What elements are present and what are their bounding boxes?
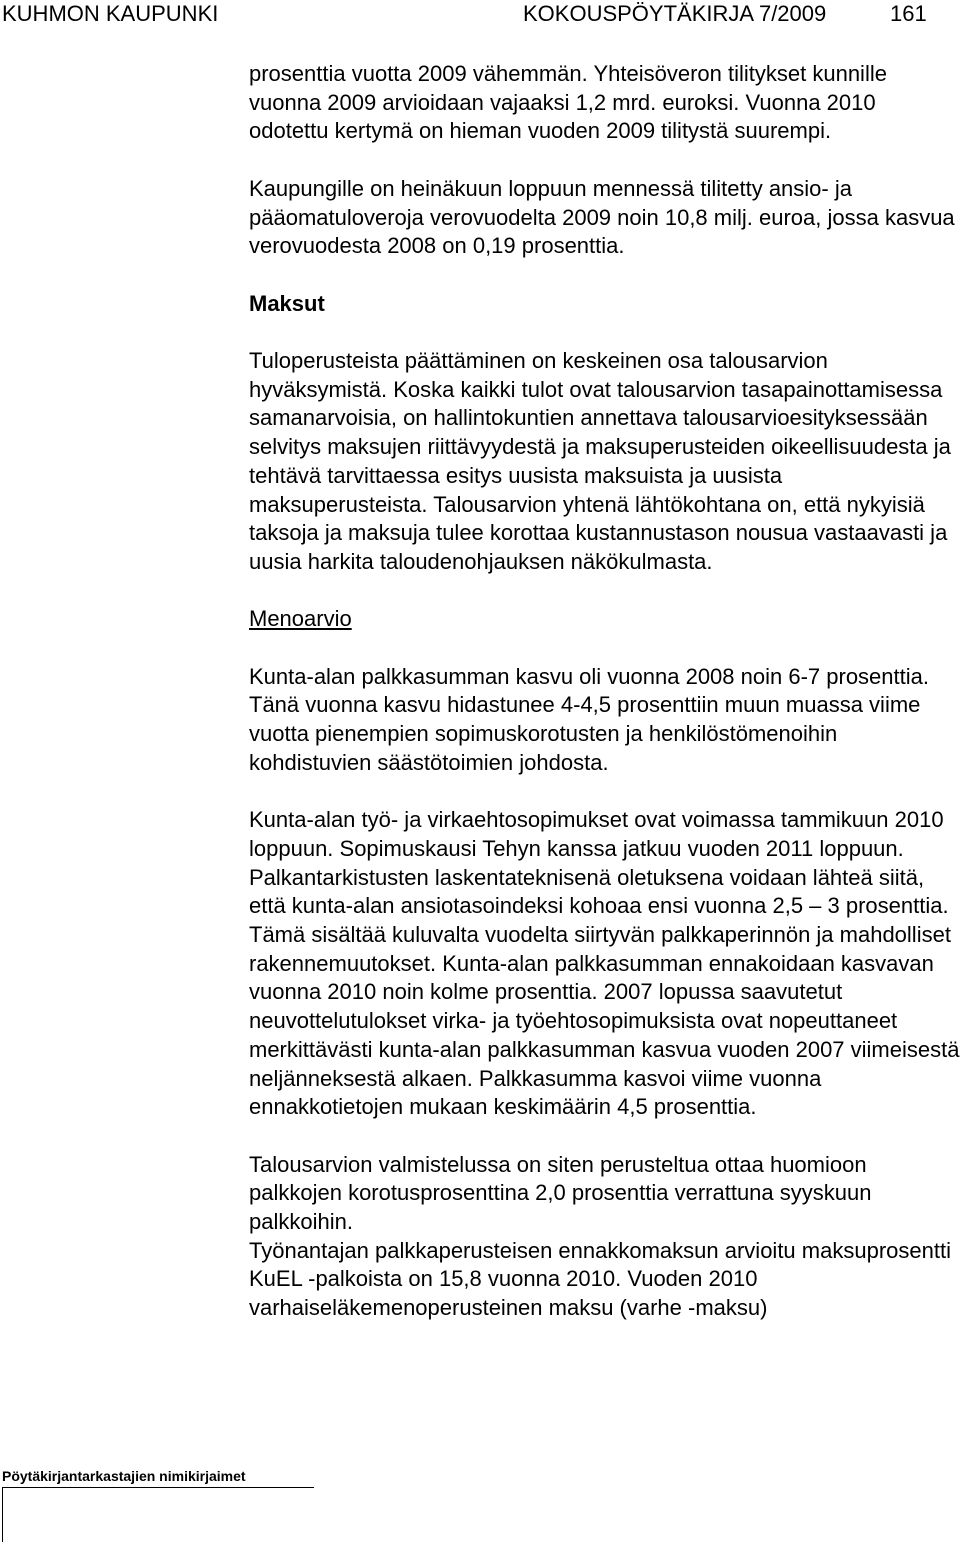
page-number: 161 [890, 1, 927, 26]
footer-signature-line [2, 1487, 314, 1488]
document-title: KOKOUSPÖYTÄKIRJA 7/2009 [523, 1, 827, 26]
footer-signature-box-edge [2, 1487, 3, 1542]
paragraph-fees: Tuloperusteista päättäminen on keskeinen osa talousarvion hyväksymistä. Koska kaikki tulot ovat talousarvion tasapainottamisessa samanarvoisia, on hallintokuntien annettava talousarvioesityksessään selvitys maksujen riittävyydestä ja maksuperusteiden oikeellisuudesta ja tehtävä tarvittaessa esitys uusista maksuista ja uusista maksuperusteista. Talousarvion yhtenä lähtökohtana on, että nykyisiä taksoja ja maksuja tulee korottaa kustannustason nousua vastaavasti ja uusia harkita taloudenohjauksen näkökulmasta. [249, 347, 951, 574]
paragraph-payroll-growth: Kunta-alan palkkasumman kasvu oli vuonna 2008 noin 6-7 prosenttia. Tänä vuonna kasvu hidastunee 4-4,5 prosenttiin muun muassa viime vuotta pienempien sopimuskorotusten ja henkilöstömenoihin kohdistuvien säästötoimien johdosta. [249, 663, 929, 775]
paragraph-city-tax: Kaupungille on heinäkuun loppuun mennessä tilitetty ansio- ja pääomatuloveroja verovuodelta 2009 noin 10,8 milj. euroa, jossa kasvua verovuodesta 2008 on 0,19 prosenttia. [249, 175, 955, 259]
page-header [0, 0, 960, 30]
paragraph-tax-remittance: prosenttia vuotta 2009 vähemmän. Yhteisöveron tilitykset kunnille vuonna 2009 arvioidaan vajaaksi 1,2 mrd. euroksi. Vuonna 2010 odotettu kertymä on hieman vuoden 2009 tilitystä suurempi. [249, 61, 887, 144]
paragraph-salary-increase: Talousarvion valmistelussa on siten perusteltua ottaa huomioon palkkojen korotusprosenttina 2,0 prosenttia verrattuna syyskuun palkkoihin. [249, 1151, 872, 1235]
heading-menoarvio: Menoarvio [249, 606, 352, 632]
organization-name: KUHMON KAUPUNKI [2, 1, 219, 26]
paragraph-employer-contribution: Työnantajan palkkaperusteisen ennakkomaksun arvioitu maksuprosentti KuEL -palkoista on 15,8 vuonna 2010. Vuoden 2010 varhaiseläkemenoperusteinen maksu (varhe -maksu) [249, 1237, 951, 1321]
document-body [249, 60, 960, 1323]
footer-initials-label: Pöytäkirjantarkastajien nimikirjaimet [2, 1468, 246, 1484]
heading-maksut: Maksut [249, 290, 325, 316]
paragraph-collective-agreements: Kunta-alan työ- ja virkaehtosopimukset ovat voimassa tammikuun 2010 loppuun. Sopimuskausi Tehyn kanssa jatkuu vuoden 2011 loppuun. Palkantarkistusten laskentateknisenä oletuksena voidaan lähteä siitä, että kunta-alan ansiotasoindeksi kohoaa ensi vuonna 2,5 – 3 prosenttia. Tämä sisältää kuluvalta vuodelta siirtyvän palkkaperinnön ja mahdolliset rakennemuutokset. Kunta-alan palkkasumman ennakoidaan kasvavan vuonna 2010 noin kolme prosenttia. 2007 lopussa saavutetut neuvottelutulokset virka- ja työehtosopimuksista ovat nopeuttaneet merkittävästi kunta-alan palkkasumman kasvua vuoden 2007 viimeisestä neljänneksestä alkaen. Palkkasumma kasvoi viime vuonna ennakkotietojen mukaan keskimäärin 4,5 prosenttia. [249, 807, 960, 1120]
